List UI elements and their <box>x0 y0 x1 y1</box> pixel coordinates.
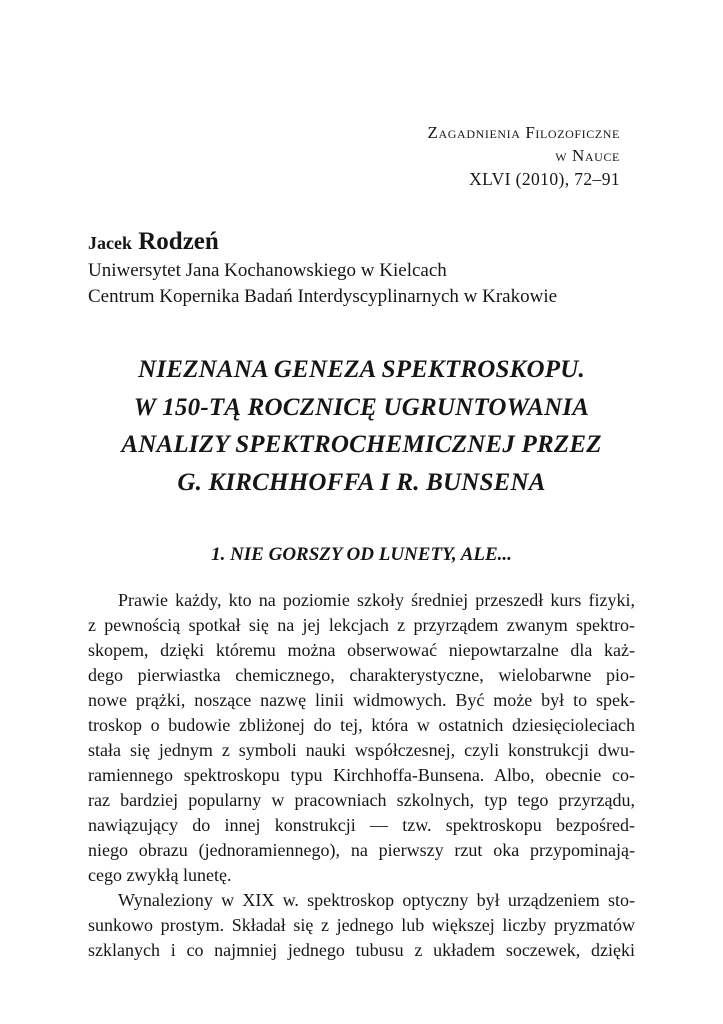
body-line: ramiennego spektroskopu typu Kirchhoffa-Bunsena. Albo, obecnie co- <box>88 765 635 785</box>
body-line: z pewnością spotkał się na jej lekcjach z przyrządem zwanym spektro- <box>88 615 635 635</box>
journal-name-line1: Zagadnienia Filozoficzne <box>427 123 620 142</box>
journal-name-line2: w Nauce <box>555 146 620 165</box>
body-line: stała się jednym z symboli nauki współczesnej, czyli konstrukcji dwu- <box>88 740 635 760</box>
author-block <box>88 227 635 310</box>
body-line: skopem, dzięki któremu można obserwować niepowtarzalne dla każ- <box>88 640 635 660</box>
body-line: cego zwykłą lunetę. <box>88 865 232 885</box>
author-affiliation-2: Centrum Kopernika Badań Interdyscyplinarnych w Krakowie <box>88 286 558 307</box>
body-line: Wynaleziony w XIX w. spektroskop optyczny był urządzeniem sto- <box>118 890 635 910</box>
body-line: troskop o budowie zbliżonej do tej, która w ostatnich dziesięcioleciach <box>88 715 635 735</box>
body-line: raz bardziej popularny w pracowniach szkolnych, typ tego przyrządu, <box>88 790 635 810</box>
body-text <box>88 588 635 963</box>
body-line: szklanych i co najmniej jednego tubusu z układem soczewek, dzięki <box>88 940 635 960</box>
article-title <box>88 351 635 501</box>
author-first-name: Jacek <box>88 233 132 253</box>
article-title-line: NIEZNANA GENEZA SPEKTROSKOPU. <box>138 356 585 383</box>
article-title-line: G. KIRCHHOFFA I R. BUNSENA <box>177 468 546 496</box>
body-line: dego pierwiastka chemicznego, charakterystyczne, wielobarwne pio- <box>88 665 635 685</box>
body-line: nawiązujący do innej konstrukcji — tzw. spektroskopu bezpośred- <box>88 815 635 835</box>
author-name <box>88 227 635 258</box>
body-line: nowe prążki, noszące nazwę linii widmowych. Być może był to spek- <box>88 690 635 710</box>
author-affiliation-1: Uniwersytet Jana Kochanowskiego w Kielcach <box>88 260 447 281</box>
body-line: niego obrazu (jednoramiennego), na pierwszy rzut oka przypominają- <box>88 840 635 860</box>
body-line: sunkowo prostym. Składał się z jednego lub większej liczby pryzmatów <box>88 915 635 935</box>
section-heading: 1. NIE GORSZY OD LUNETY, ALE... <box>211 544 512 565</box>
article-title-line: ANALIZY SPEKTROCHEMICZNEJ PRZEZ <box>121 431 602 458</box>
author-last-name: Rodzeń <box>138 228 219 255</box>
article-title-line: W 150-TĄ ROCZNICĘ UGRUNTOWANIA <box>133 393 590 421</box>
journal-issue-pages: XLVI (2010), 72–91 <box>469 169 620 189</box>
journal-header <box>428 121 620 191</box>
body-line: Prawie każdy, kto na poziomie szkoły średniej przeszedł kurs fizyki, <box>118 590 635 610</box>
